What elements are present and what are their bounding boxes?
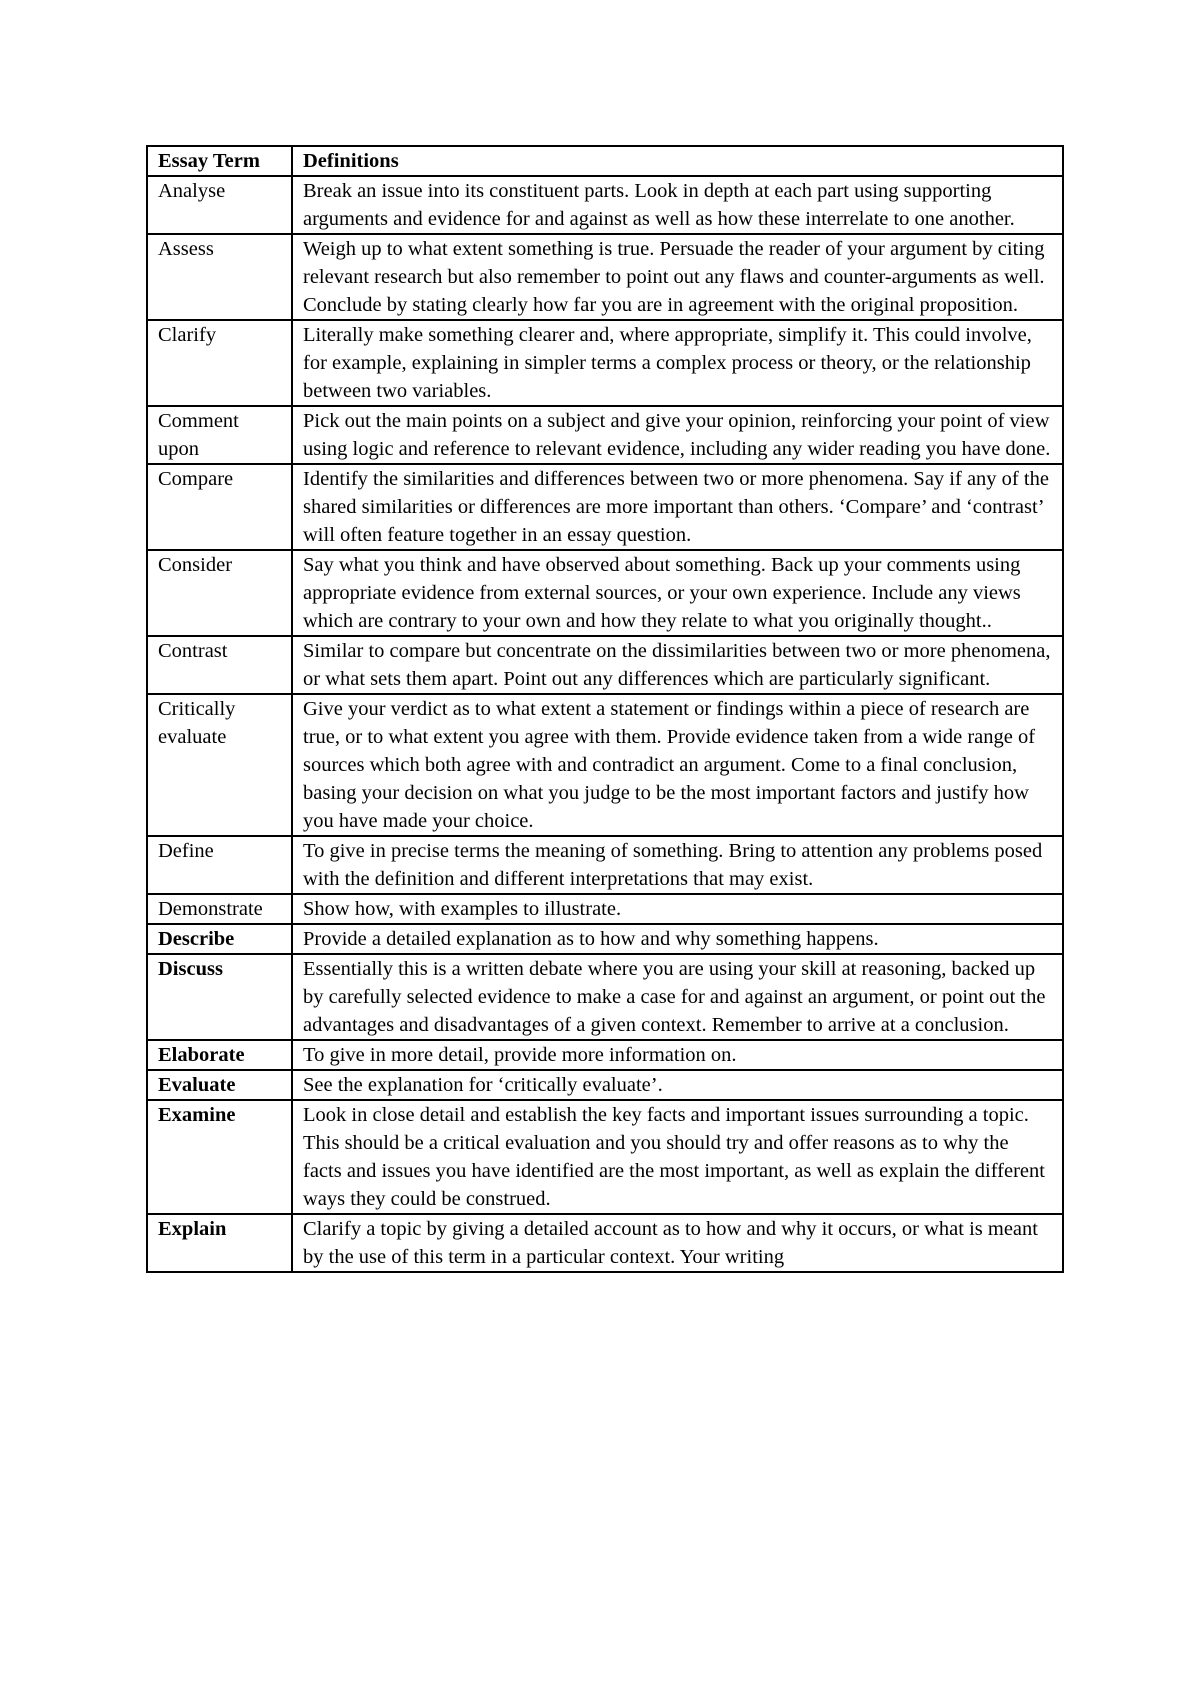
term-cell: Analyse [147,176,292,234]
table-row [147,1100,1063,1214]
table-row [147,954,1063,1040]
definition-cell: Weigh up to what extent something is true. Persuade the reader of your argument by citing relevant research but also remember to point out any flaws and counter-arguments as well. Conclude by stating clearly how far you are in agreement with the original proposition. [292,234,1063,320]
table-header-row [147,146,1063,176]
term-cell: Examine [147,1100,292,1214]
definition-cell: See the explanation for ‘critically evaluate’. [292,1070,1063,1100]
definition-cell: Give your verdict as to what extent a statement or findings within a piece of research are true, or to what extent you agree with them. Provide evidence taken from a wide range of sources which both agree with and contradict an argument. Come to a final conclusion, basing your decision on what you judge to be the most important factors and justify how you have made your choice. [292,694,1063,836]
term-cell: Clarify [147,320,292,406]
term-cell: Discuss [147,954,292,1040]
header-definitions: Definitions [292,146,1063,176]
table-row [147,320,1063,406]
term-cell: Compare [147,464,292,550]
term-cell: Demonstrate [147,894,292,924]
table-row [147,550,1063,636]
essay-terms-table [146,145,1064,1273]
definition-cell: To give in precise terms the meaning of something. Bring to attention any problems posed with the definition and different interpretations that may exist. [292,836,1063,894]
term-cell: Contrast [147,636,292,694]
table-row [147,406,1063,464]
table-row [147,894,1063,924]
term-cell: Consider [147,550,292,636]
definition-cell: Break an issue into its constituent parts. Look in depth at each part using supporting arguments and evidence for and against as well as how these interrelate to one another. [292,176,1063,234]
definition-cell: Show how, with examples to illustrate. [292,894,1063,924]
table-row [147,924,1063,954]
definition-cell: Literally make something clearer and, where appropriate, simplify it. This could involve, for example, explaining in simpler terms a complex process or theory, or the relationship between two variables. [292,320,1063,406]
table-body [147,176,1063,1272]
term-cell: Explain [147,1214,292,1272]
definition-cell: Essentially this is a written debate where you are using your skill at reasoning, backed up by carefully selected evidence to make a case for and against an argument, or point out the advantages and disadvantages of a given context. Remember to arrive at a conclusion. [292,954,1063,1040]
definition-cell: To give in more detail, provide more information on. [292,1040,1063,1070]
table-row [147,176,1063,234]
definition-cell: Say what you think and have observed about something. Back up your comments using appropriate evidence from external sources, or your own experience. Include any views which are contrary to your own and how they relate to what you originally thought.. [292,550,1063,636]
term-cell: Critically evaluate [147,694,292,836]
definition-cell: Clarify a topic by giving a detailed account as to how and why it occurs, or what is meant by the use of this term in a particular context. Your writing [292,1214,1063,1272]
table-row [147,694,1063,836]
table-row [147,1214,1063,1272]
table-row [147,464,1063,550]
definition-cell: Similar to compare but concentrate on the dissimilarities between two or more phenomena, or what sets them apart. Point out any differences which are particularly significant. [292,636,1063,694]
table-row [147,1070,1063,1100]
header-essay-term: Essay Term [147,146,292,176]
term-cell: Describe [147,924,292,954]
table-row [147,1040,1063,1070]
definition-cell: Look in close detail and establish the key facts and important issues surrounding a topic. This should be a critical evaluation and you should try and offer reasons as to why the facts and issues you have identified are the most important, as well as explain the different ways they could be construed. [292,1100,1063,1214]
table-row [147,234,1063,320]
term-cell: Evaluate [147,1070,292,1100]
term-cell: Define [147,836,292,894]
term-cell: Comment upon [147,406,292,464]
definition-cell: Provide a detailed explanation as to how and why something happens. [292,924,1063,954]
table-row [147,836,1063,894]
term-cell: Assess [147,234,292,320]
term-cell: Elaborate [147,1040,292,1070]
definition-cell: Identify the similarities and differences between two or more phenomena. Say if any of the shared similarities or differences are more important than others. ‘Compare’ and ‘contrast’ will often feature together in an essay question. [292,464,1063,550]
table-row [147,636,1063,694]
definition-cell: Pick out the main points on a subject and give your opinion, reinforcing your point of view using logic and reference to relevant evidence, including any wider reading you have done. [292,406,1063,464]
